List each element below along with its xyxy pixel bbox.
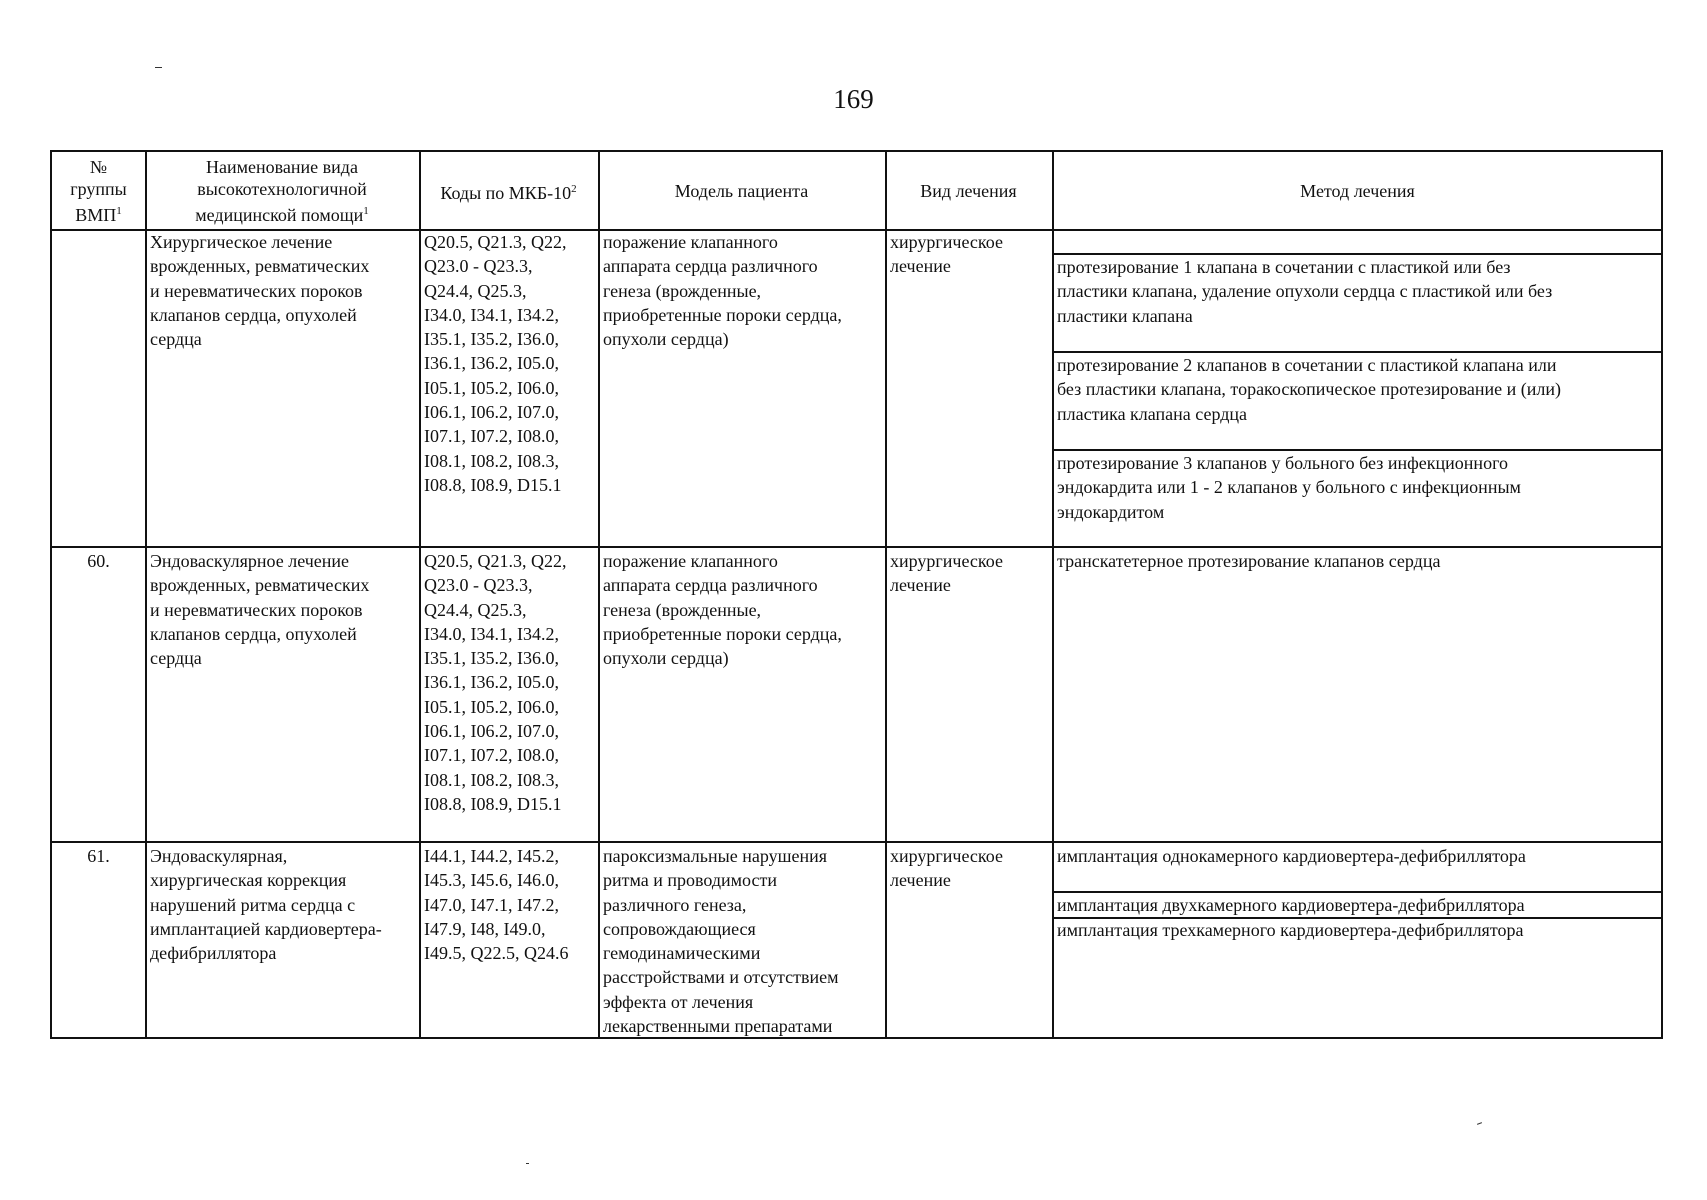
row-method: имплантация двухкамерного кардиовертера-дефибриллятора [1057, 895, 1525, 915]
row-name: Эндоваскулярное лечение врожденных, ревматических и неревматических пороков клапанов сердца, опухолей сердца [150, 551, 370, 669]
row-treatment: хирургическое лечение [890, 232, 1003, 277]
header-treatment: Вид лечения [920, 180, 1017, 201]
row-method: имплантация однокамерного кардиовертера-дефибриллятора [1057, 846, 1526, 866]
row-codes: Q20.5, Q21.3, Q22, Q23.0 - Q23.3, Q24.4, Q25.3, I34.0, I34.1, I34.2, I35.1, I35.2, I36.0, I36.1, I36.2, I05.0, I05.1, I05.2, I06.0, I06.1, I06.2, I07.0, I07.1, I07.2, I08.0, I08.1, I08.2, I08.3, I08.8, I08.9, D15.1 [424, 551, 567, 814]
row-method: протезирование 3 клапанов у больного без инфекционного эндокардита или 1 - 2 клапанов у больного с инфекционным эндокардитом [1057, 453, 1521, 522]
row-codes: Q20.5, Q21.3, Q22, Q23.0 - Q23.3, Q24.4, Q25.3, I34.0, I34.1, I34.2, I35.1, I35.2, I36.0, I36.1, I36.2, I05.0, I05.1, I05.2, I06.0, I06.1, I06.2, I07.0, I07.1, I07.2, I08.0, I08.1, I08.2, I08.3, I08.8, I08.9, D15.1 [424, 232, 567, 495]
stray-mark [155, 67, 162, 68]
row-name: Эндоваскулярная, хирургическая коррекция нарушений ритма сердца с имплантацией кардиовертера- дефибриллятора [150, 846, 382, 964]
row-codes: I44.1, I44.2, I45.2, I45.3, I45.6, I46.0, I47.0, I47.1, I47.2, I47.9, I48, I49.0, I49.5, Q22.5, Q24.6 [424, 846, 569, 964]
row-method: протезирование 1 клапана в сочетании с пластикой или без пластики клапана, удаление опухоли сердца с пластикой или без пластики клапана [1057, 257, 1553, 326]
row-method: транскатетерное протезирование клапанов сердца [1057, 551, 1441, 571]
row-name: Хирургическое лечение врожденных, ревматических и неревматических пороков клапанов сердца, опухолей сердца [150, 232, 370, 350]
stray-mark [526, 1163, 529, 1164]
vmp-table [50, 150, 1663, 1039]
header-name: Наименование вида высокотехнологичной медицинской помощи$^1$ [195, 156, 369, 225]
row-treatment: хирургическое лечение [890, 551, 1003, 596]
stray-mark [1477, 1122, 1482, 1125]
header-codes: Коды по МКБ-$10^2$ [440, 182, 577, 203]
row-model: поражение клапанного аппарата сердца различного генеза (врожденные, приобретенные пороки сердца, опухоли сердца) [603, 232, 842, 350]
row-treatment: хирургическое лечение [890, 846, 1003, 891]
header-method: Метод лечения [1300, 180, 1415, 201]
header-model: Модель пациента [674, 180, 809, 201]
row-model: пароксизмальные нарушения ритма и проводимости различного генеза, сопровождающиеся гемодинамическими расстройствами и отсутствием эффекта от лечения лекарственными препаратами [603, 846, 839, 1037]
row-number: 61. [87, 846, 110, 866]
row-method: имплантация трехкамерного кардиовертера-дефибриллятора [1057, 920, 1524, 940]
row-method: протезирование 2 клапанов в сочетании с пластикой клапана или без пластики клапана, торакоскопическое протезирование и (или) пластика клапана сердца [1057, 355, 1562, 424]
row-number: 60. [87, 551, 110, 571]
row-model: поражение клапанного аппарата сердца различного генеза (врожденные, приобретенные пороки сердца, опухоли сердца) [603, 551, 842, 669]
header-number: № группы ВМП$^1$ [70, 156, 127, 225]
page-number: 169 [833, 84, 874, 114]
